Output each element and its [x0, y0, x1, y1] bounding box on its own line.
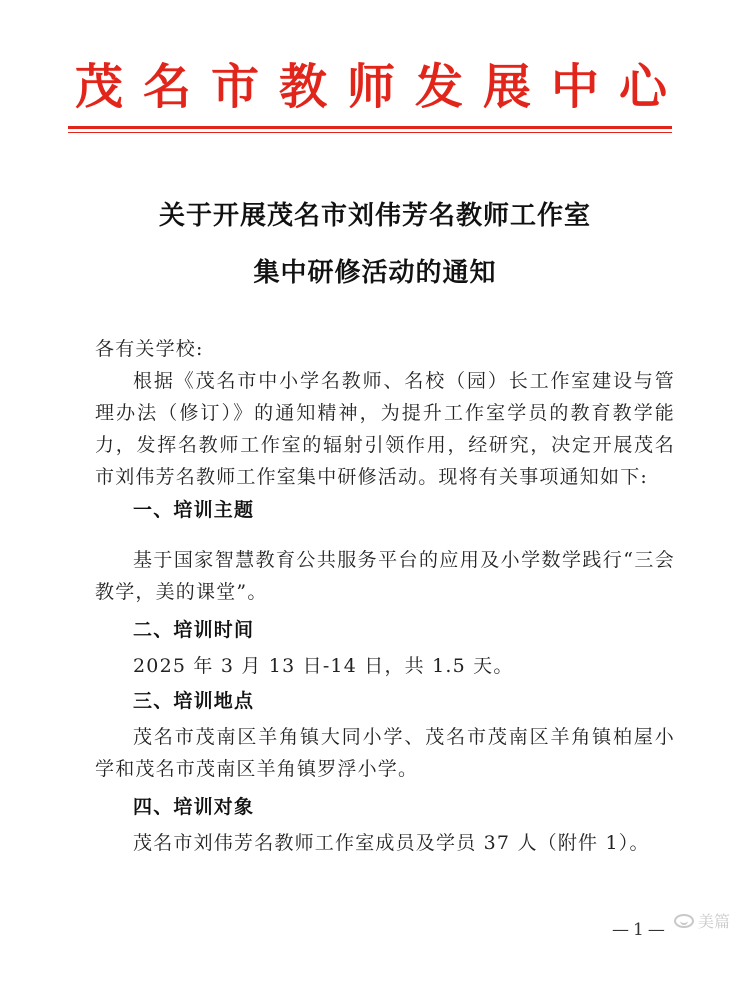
letterhead-rule-thin — [68, 132, 672, 133]
intro-paragraph: 根据《茂名市中小学名教师、名校（园）长工作室建设与管理办法（修订）》的通知精神，为提升工作室学员的教育教学能力，发挥名教师工作室的辐射引领作用，经研究，决定开展茂名市刘伟芳名教师工作室集中研修活动。现将有关事项通知如下: — [95, 370, 675, 488]
section-4-heading: 四、培训对象 — [133, 796, 255, 818]
section-1-body: 基于国家智慧教育公共服务平台的应用及小学数学践行“三会教学，美的课堂”。 — [95, 549, 675, 603]
section-3-heading: 三、培训地点 — [133, 690, 255, 712]
letterhead-rule-thick — [68, 126, 672, 129]
watermark-text: 美篇 — [698, 912, 731, 931]
letterhead-org-name: 茂名市教师发展中心 — [74, 59, 687, 115]
section-2-body: 2025 年 3 月 13 日-14 日，共 1.5 天。 — [133, 655, 514, 677]
section-1-heading: 一、培训主题 — [133, 499, 255, 521]
salutation: 各有关学校: — [95, 338, 204, 360]
section-3-body: 茂名市茂南区羊角镇大同小学、茂名市茂南区羊角镇柏屋小学和茂名市茂南区羊角镇罗浮小学。 — [95, 726, 675, 780]
watermark — [674, 909, 730, 932]
document-title-line-2: 集中研修活动的通知 — [253, 258, 497, 288]
section-4-body: 茂名市刘伟芳名教师工作室成员及学员 37 人（附件 1）。 — [133, 832, 650, 854]
section-2-heading: 二、培训时间 — [133, 619, 255, 641]
document-title-line-1: 关于开展茂名市刘伟芳名教师工作室 — [158, 201, 591, 231]
meipian-logo-icon — [674, 914, 694, 928]
page-number: —1— — [612, 920, 669, 940]
